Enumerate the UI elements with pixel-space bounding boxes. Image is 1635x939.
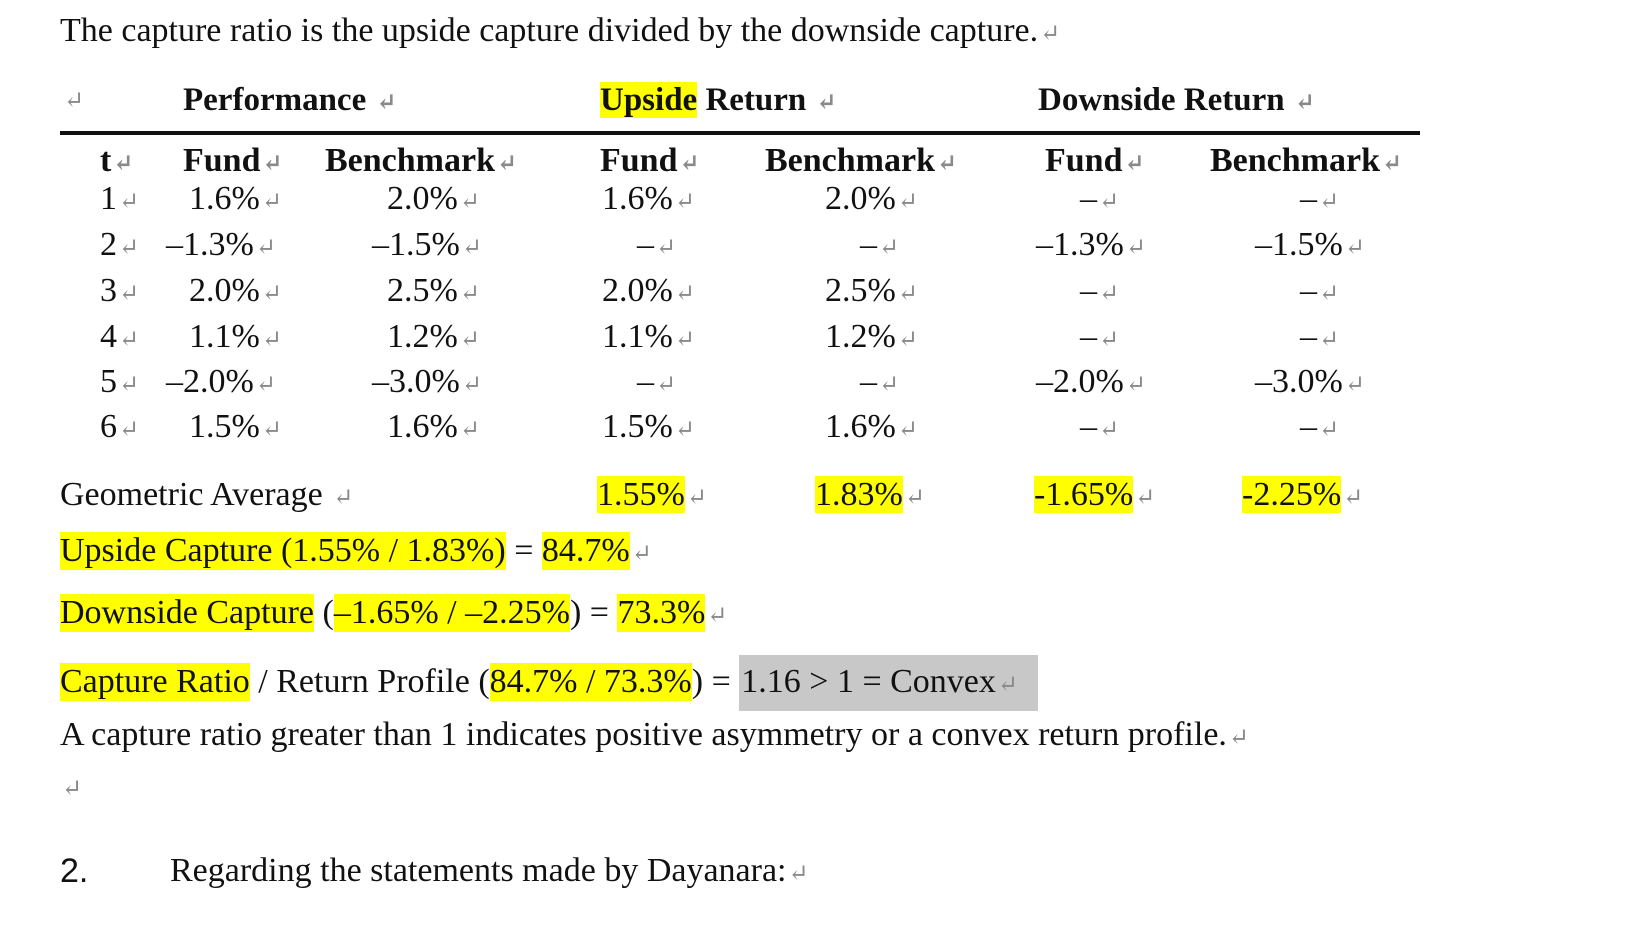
paragraph-mark-icon: ↵ [461,235,482,261]
cell-perf-bench [387,318,480,356]
capture-ratio-expression: 84.7% / 73.3% [489,663,692,700]
equals-sign: = [514,532,534,569]
geo-down-fund-value: -1.65% [1034,476,1134,513]
cell-perf-fund-value: 1.6% [189,180,260,217]
cell-up-fund [602,408,695,446]
geo-up-bench [815,476,925,514]
cell-up-bench [825,180,918,218]
header-upside-rest: Return [705,82,807,118]
item-text-content: Regarding the statements made by Dayanara: [170,852,787,889]
paragraph-mark-icon: ↵ [119,372,140,398]
cell-perf-fund-value: 1.5% [189,408,260,445]
upside-capture-line [60,532,652,570]
paragraph-mark-icon: ↵ [1294,90,1315,116]
paragraph-mark-icon: ↵ [333,485,354,511]
paragraph-mark-icon: ↵ [1040,21,1061,47]
cell-up-fund-value: 1.1% [602,318,673,355]
cell-down-fund-value: –2.0% [1036,363,1124,400]
geo-label-text: Geometric Average [60,476,323,513]
open-paren: ( [322,594,334,631]
col-down-fund-label: Fund [1045,142,1123,179]
capture-ratio-line [60,655,1038,711]
paragraph-mark-icon: ↵ [1228,725,1250,751]
col-perf-fund-label: Fund [183,142,261,179]
col-t [100,142,133,180]
cell-perf-bench [387,180,480,218]
cell-t [100,226,139,264]
paragraph-mark-icon: ↵ [119,235,140,261]
item-text [170,852,809,890]
cell-up-fund [637,363,676,401]
paragraph-mark-icon: ↵ [262,151,283,177]
col-perf-benchmark [325,142,517,180]
paragraph-mark-icon: ↵ [1319,417,1340,443]
cell-up-bench-value: 2.0% [825,180,896,217]
cell-down-fund [1080,180,1119,218]
paragraph-mark-icon: ↵ [879,235,900,261]
paragraph-mark-icon: ↵ [261,327,282,353]
equals-sign: = [589,594,609,631]
cell-up-fund-value: 1.5% [602,408,673,445]
cell-perf-bench-value: 1.6% [387,408,458,445]
col-perf-benchmark-label: Benchmark [325,142,495,179]
paragraph-mark-icon: ↵ [64,88,85,114]
paragraph-mark-icon: ↵ [1099,327,1120,353]
paragraph-mark-icon: ↵ [879,372,900,398]
cell-down-fund-value: – [1080,272,1097,309]
cell-up-bench-value: 1.6% [825,408,896,445]
cell-perf-fund [189,318,282,356]
cell-down-bench [1255,363,1365,401]
cell-down-bench-value: – [1300,272,1317,309]
cell-t [100,408,139,446]
paragraph-mark-icon: ↵ [937,151,958,177]
cell-perf-fund [189,272,282,310]
cell-down-fund [1036,363,1146,401]
col-t-label: t [100,142,112,179]
paragraph-mark-icon: ↵ [113,151,134,177]
paragraph-mark-icon: ↵ [1125,372,1146,398]
downside-capture-line [60,594,727,632]
cell-up-fund-value: – [637,226,654,263]
cell-up-bench [825,318,918,356]
geo-up-bench-value: 1.83% [815,476,903,513]
col-up-benchmark-label: Benchmark [765,142,935,179]
paragraph-mark-icon: ↵ [1344,235,1365,261]
intro-sentence: The capture ratio is the upside capture divided by the downside capture. [60,12,1039,49]
cell-perf-fund [189,180,282,218]
col-down-benchmark-label: Benchmark [1210,142,1380,179]
cell-perf-fund [166,363,276,401]
paragraph-mark-icon: ↵ [897,417,918,443]
paragraph-mark-icon: ↵ [261,417,282,443]
paragraph-mark-icon: ↵ [255,372,276,398]
col-down-benchmark [1210,142,1402,180]
cell-down-fund [1080,272,1119,310]
cell-t-value: 4 [100,318,117,355]
geometric-average-label [60,476,353,514]
item-number: 2. [60,852,89,890]
paragraph-mark-icon: ↵ [261,281,282,307]
paragraph-mark-icon: ↵ [376,90,397,116]
downside-capture-result: 73.3% [617,594,706,631]
paragraph-mark-icon: ↵ [1099,189,1120,215]
paragraph-mark-icon: ↵ [1099,417,1120,443]
paragraph-mark-icon: ↵ [255,235,276,261]
cell-down-fund-value: –1.3% [1036,226,1124,263]
geo-down-bench-value: -2.25% [1242,476,1342,513]
cell-t [100,363,139,401]
paragraph-mark-icon: ↵ [62,776,83,802]
intro-text [60,12,1060,50]
cell-perf-bench-value: –1.5% [372,226,460,263]
downside-capture-expression: –1.65% / –2.25% [333,594,570,631]
cell-down-bench [1300,180,1339,218]
paragraph-mark-icon: ↵ [904,485,925,511]
paragraph-mark-icon: ↵ [119,189,140,215]
paragraph-mark-icon: ↵ [674,327,695,353]
paragraph-mark-icon: ↵ [674,417,695,443]
cell-down-bench-value: –3.0% [1255,363,1343,400]
paragraph-mark-icon: ↵ [1319,281,1340,307]
cell-down-bench-value: – [1300,180,1317,217]
cell-perf-fund [166,226,276,264]
cell-up-bench-value: – [860,363,877,400]
header-performance-label: Performance [183,82,367,118]
header-downside-label: Downside Return [1038,82,1285,118]
header-downside-return [1038,82,1315,119]
cell-down-bench [1255,226,1365,264]
paragraph-mark-icon: ↵ [261,189,282,215]
open-paren: ( [478,663,490,700]
capture-ratio-result [739,655,1038,711]
col-up-fund-label: Fund [600,142,678,179]
col-perf-fund [183,142,283,180]
cell-perf-bench-value: 2.0% [387,180,458,217]
cell-t [100,272,139,310]
close-paren: ) [691,663,704,700]
cell-up-bench-value: – [860,226,877,263]
paragraph-mark-icon: ↵ [897,327,918,353]
cell-down-fund [1036,226,1146,264]
paragraph-mark-icon: ↵ [459,327,480,353]
header-performance [183,82,397,119]
cell-up-fund-value: 1.6% [602,180,673,217]
cell-perf-bench [387,408,480,446]
paragraph-mark-icon: ↵ [656,235,677,261]
paragraph-mark-icon: ↵ [897,189,918,215]
cell-t [100,180,139,218]
cell-down-bench-value: – [1300,318,1317,355]
cell-down-fund [1080,318,1119,356]
geo-down-bench [1242,476,1363,514]
paragraph-mark-icon: ↵ [997,672,1018,698]
capture-ratio-result-text: 1.16 > 1 = Convex [741,663,996,700]
paragraph-mark-icon: ↵ [119,281,140,307]
cell-t-value: 6 [100,408,117,445]
col-up-fund [600,142,700,180]
cell-down-fund-value: – [1080,318,1097,355]
paragraph-mark-icon: ↵ [674,189,695,215]
cell-up-fund [602,318,695,356]
cell-t-value: 5 [100,363,117,400]
paragraph-mark-icon: ↵ [1319,327,1340,353]
geo-down-fund [1034,476,1155,514]
cell-up-fund-value: – [637,363,654,400]
paragraph-mark-icon: ↵ [1344,372,1365,398]
paragraph-mark-icon: ↵ [459,417,480,443]
cell-up-bench-value: 2.5% [825,272,896,309]
cell-up-bench [825,272,918,310]
paragraph-mark-icon: ↵ [459,281,480,307]
cell-up-fund [602,180,695,218]
cell-perf-fund [189,408,282,446]
cell-down-bench [1300,318,1339,356]
paragraph-mark-icon: ↵ [1135,485,1156,511]
paragraph-mark-icon: ↵ [1125,235,1146,261]
cell-t [100,318,139,356]
cell-down-fund [1080,408,1119,446]
paragraph-mark-icon: ↵ [1319,189,1340,215]
downside-capture-label: Downside Capture [60,594,315,631]
return-profile-text: / Return Profile [258,663,470,700]
cell-perf-fund-value: –2.0% [166,363,254,400]
cell-down-bench [1300,272,1339,310]
cell-t-value: 3 [100,272,117,309]
cell-down-bench-value: –1.5% [1255,226,1343,263]
cell-t-value: 1 [100,180,117,217]
paragraph-mark-icon: ↵ [679,151,700,177]
paragraph-mark-icon: ↵ [119,417,140,443]
paragraph-mark-icon: ↵ [461,372,482,398]
cell-down-bench-value: – [1300,408,1317,445]
paragraph-mark-icon: ↵ [816,90,837,116]
paragraph-mark-icon: ↵ [459,189,480,215]
upside-capture-result: 84.7% [541,532,630,569]
cell-up-bench-value: 1.2% [825,318,896,355]
cell-up-bench [860,363,899,401]
paragraph-mark-icon: ↵ [119,327,140,353]
paragraph-mark-icon: ↵ [686,485,707,511]
conclusion-text [60,716,1249,754]
paragraph-mark-icon: ↵ [1343,485,1364,511]
paragraph-mark-icon: ↵ [1124,151,1145,177]
paragraph-mark-icon: ↵ [707,603,728,629]
cell-up-fund [637,226,676,264]
upside-capture-expression: Upside Capture (1.55% / 1.83%) [60,532,506,569]
close-paren: ) [569,594,582,631]
header-rule [60,131,1420,135]
cell-down-bench [1300,408,1339,446]
paragraph-mark-icon: ↵ [674,281,695,307]
conclusion-sentence: A capture ratio greater than 1 indicates positive asymmetry or a convex return profile. [60,716,1227,753]
cell-perf-bench [387,272,480,310]
cell-perf-bench-value: 2.5% [387,272,458,309]
cell-perf-bench [372,226,482,264]
cell-perf-fund-value: –1.3% [166,226,254,263]
cell-perf-fund-value: 2.0% [189,272,260,309]
cell-t-value: 2 [100,226,117,263]
cell-up-fund-value: 2.0% [602,272,673,309]
cell-perf-bench-value: 1.2% [387,318,458,355]
geo-up-fund-value: 1.55% [597,476,685,513]
cell-perf-fund-value: 1.1% [189,318,260,355]
paragraph-mark-icon: ↵ [656,372,677,398]
cell-up-fund [602,272,695,310]
equals-sign: = [711,663,731,700]
col-down-fund [1045,142,1145,180]
paragraph-mark-icon: ↵ [1099,281,1120,307]
cell-perf-bench [372,363,482,401]
capture-ratio-label: Capture Ratio [60,663,250,700]
header-upside-highlight: Upside [600,82,698,118]
cell-up-bench [825,408,918,446]
cell-down-fund-value: – [1080,408,1097,445]
paragraph-mark-icon: ↵ [497,151,518,177]
header-upside-return [600,82,837,119]
paragraph-mark-icon: ↵ [631,541,652,567]
cell-perf-bench-value: –3.0% [372,363,460,400]
cell-up-bench [860,226,899,264]
paragraph-mark-icon: ↵ [788,861,809,887]
cell-down-fund-value: – [1080,180,1097,217]
paragraph-mark-icon: ↵ [897,281,918,307]
col-up-benchmark [765,142,957,180]
paragraph-mark-icon: ↵ [1382,151,1403,177]
geo-up-fund [597,476,707,514]
